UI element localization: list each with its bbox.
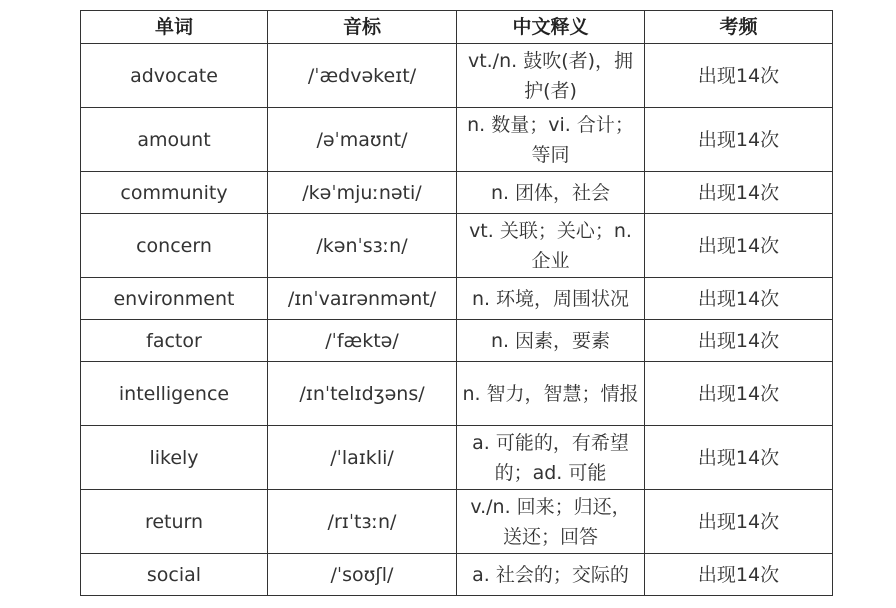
meaning-cell: n. 智力，智慧；情报 — [457, 362, 645, 426]
table-row — [81, 44, 833, 108]
meaning-cell: a. 可能的，有希望的；ad. 可能 — [457, 426, 645, 490]
word-cell: likely — [81, 426, 268, 490]
phonetic-cell: /ˈædvəkeɪt/ — [268, 44, 457, 108]
table-row — [81, 214, 833, 278]
header-frequency: 考频 — [645, 11, 833, 44]
phonetic-cell: /ˈfæktə/ — [268, 320, 457, 362]
phonetic-cell: /kəˈmjuːnəti/ — [268, 172, 457, 214]
word-cell: return — [81, 490, 268, 554]
frequency-cell: 出现14次 — [645, 44, 833, 108]
frequency-cell: 出现14次 — [645, 278, 833, 320]
table-row — [81, 108, 833, 172]
frequency-cell: 出现14次 — [645, 108, 833, 172]
header-word: 单词 — [81, 11, 268, 44]
phonetic-cell: /rɪˈtɜːn/ — [268, 490, 457, 554]
phonetic-cell: /əˈmaʊnt/ — [268, 108, 457, 172]
word-cell: community — [81, 172, 268, 214]
phonetic-cell: /kənˈsɜːn/ — [268, 214, 457, 278]
header-phonetic: 音标 — [268, 11, 457, 44]
frequency-cell: 出现14次 — [645, 554, 833, 596]
word-cell: amount — [81, 108, 268, 172]
frequency-cell: 出现14次 — [645, 320, 833, 362]
meaning-cell: a. 社会的；交际的 — [457, 554, 645, 596]
word-cell: advocate — [81, 44, 268, 108]
vocabulary-table — [80, 10, 833, 596]
table-row — [81, 320, 833, 362]
frequency-cell: 出现14次 — [645, 490, 833, 554]
meaning-cell: n. 因素，要素 — [457, 320, 645, 362]
meaning-cell: n. 环境，周围状况 — [457, 278, 645, 320]
phonetic-cell: /ˈlaɪkli/ — [268, 426, 457, 490]
word-cell: social — [81, 554, 268, 596]
phonetic-cell: /ˈsoʊʃl/ — [268, 554, 457, 596]
meaning-cell: vt./n. 鼓吹(者)，拥护(者) — [457, 44, 645, 108]
frequency-cell: 出现14次 — [645, 172, 833, 214]
table-row — [81, 490, 833, 554]
meaning-cell: n. 团体，社会 — [457, 172, 645, 214]
phonetic-cell: /ɪnˈvaɪrənmənt/ — [268, 278, 457, 320]
phonetic-cell: /ɪnˈtelɪdʒəns/ — [268, 362, 457, 426]
meaning-cell: vt. 关联；关心；n. 企业 — [457, 214, 645, 278]
table-row — [81, 554, 833, 596]
word-cell: factor — [81, 320, 268, 362]
frequency-cell: 出现14次 — [645, 426, 833, 490]
table-row — [81, 278, 833, 320]
word-cell: intelligence — [81, 362, 268, 426]
frequency-cell: 出现14次 — [645, 214, 833, 278]
header-row — [81, 11, 833, 44]
table-row — [81, 172, 833, 214]
word-cell: environment — [81, 278, 268, 320]
table-row — [81, 362, 833, 426]
frequency-cell: 出现14次 — [645, 362, 833, 426]
header-chinese-meaning: 中文释义 — [457, 11, 645, 44]
table-row — [81, 426, 833, 490]
word-cell: concern — [81, 214, 268, 278]
meaning-cell: v./n. 回来；归还，送还；回答 — [457, 490, 645, 554]
meaning-cell: n. 数量；vi. 合计；等同 — [457, 108, 645, 172]
